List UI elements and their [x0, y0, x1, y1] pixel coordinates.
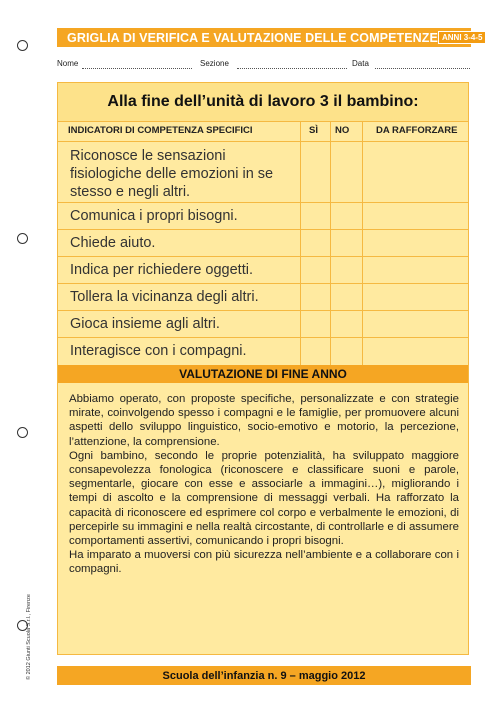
table-row [58, 141, 468, 203]
footer-text: Scuola dell’infanzia n. 9 – maggio 2012 [162, 669, 366, 682]
sheet-title: Alla fine dell’unità di lavoro 3 il bambino: [58, 83, 468, 122]
date-label: Data [352, 59, 369, 68]
indicator-text: Indica per richiedere oggetti. [70, 262, 253, 278]
col-header-no: NO [335, 125, 350, 136]
student-info-line [57, 59, 471, 73]
col-header-reinforce: DA RAFFORZARE [376, 125, 458, 136]
name-field[interactable] [82, 59, 192, 69]
indicator-text: Gioca insieme agli altri. [70, 316, 220, 332]
evaluation-text [69, 392, 459, 577]
section-label: Sezione [200, 59, 229, 68]
indicator-text: Riconosce le sensazioni fisiologiche delle emozioni in se stesso e negli altri. [70, 148, 274, 200]
indicator-text: Tollera la vicinanza degli altri. [70, 289, 259, 305]
col-header-indicators: INDICATORI DI COMPETENZA SPECIFICI [68, 125, 253, 136]
copyright-notice: © 2012 Giunti Scuola S.r.l., Firenze [26, 594, 32, 680]
evaluation-paragraph: Abbiamo operato, con proposte specifiche, personalizzate e con strategie mirate, coinvolgendo spesso i compagni e le famiglie, per promuovere alcuni aspetti dello sviluppo linguistico, socio-emotivo e motorio, la percezione, l’attenzione, la comprensione. [69, 393, 459, 448]
table-row [58, 284, 468, 311]
indicator-text: Interagisce con i compagni. [70, 343, 247, 359]
table-row [58, 257, 468, 284]
binder-hole-3 [17, 427, 28, 438]
indicator-text: Chiede aiuto. [70, 235, 156, 251]
indicator-text: Comunica i propri bisogni. [70, 208, 238, 224]
page-title: GRIGLIA DI VERIFICA E VALUTAZIONE DELLE COMPETENZE [67, 30, 438, 45]
header-band [57, 28, 483, 47]
table-row [58, 338, 468, 365]
name-label: Nome [57, 59, 79, 68]
evaluation-title: VALUTAZIONE DI FINE ANNO [58, 365, 468, 383]
evaluation-paragraph: Ha imparato a muoversi con più sicurezza nell’ambiente e a collaborare con i compagni. [69, 549, 459, 576]
table-header [58, 121, 468, 142]
binder-hole-2 [17, 233, 28, 244]
binder-hole-1 [17, 40, 28, 51]
date-field[interactable] [375, 59, 470, 69]
table-row [58, 230, 468, 257]
col-header-yes: SÌ [309, 125, 318, 136]
table-row [58, 203, 468, 230]
footer-band [57, 666, 471, 685]
evaluation-paragraph: Ogni bambino, secondo le proprie potenzialità, ha sviluppato maggiore consapevolezza fonologica (riconoscere e classificare suoni e parole, segmentarle, giocare con esse e associarle a immagini…), migliorando i tempi di ascolto e la comprensione di messaggi verbali. Ha rafforzato la capacità di riconoscere ed esprimere col corpo e verbalmente le emozioni, di percepirle su immagini e nella realtà circostante, di controllarle e di assumere comportamenti assertivi, comunicando i propri bisogni. [69, 449, 459, 548]
age-badge: ANNI 3-4-5 [438, 31, 486, 44]
table-row [58, 311, 468, 338]
section-field[interactable] [237, 59, 347, 69]
assessment-sheet [57, 82, 469, 655]
